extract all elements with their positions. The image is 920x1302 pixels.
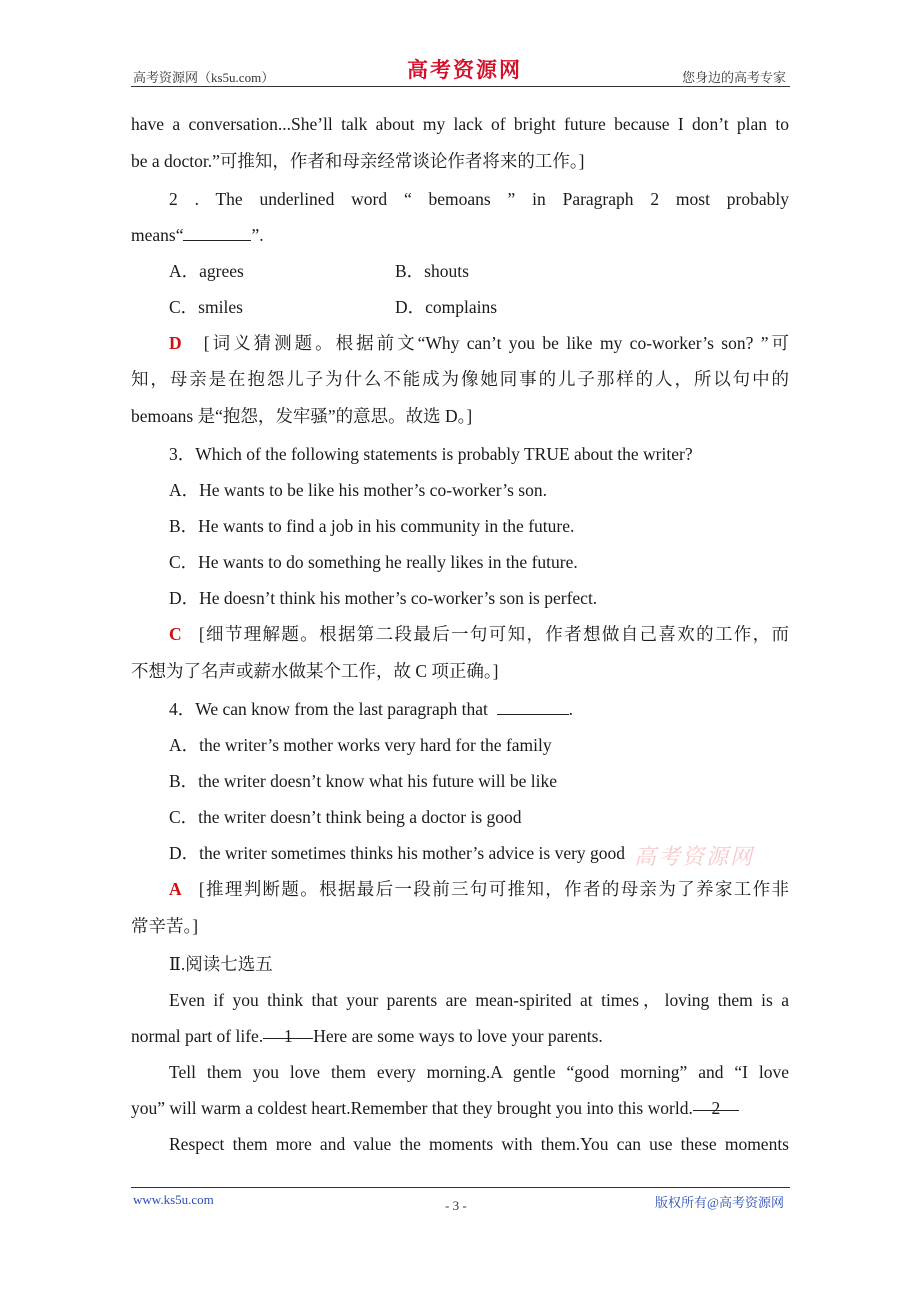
explanation-cont: 知，母亲是在抱怨儿子为什么不能成为像她同事的儿子那样的人，所以句中的 xyxy=(131,369,789,389)
answer-blank xyxy=(183,220,251,241)
option-d: D．He doesn’t think his mother’s co-worker’s son is perfect. xyxy=(169,588,598,608)
explanation-cont: bemoans 是“抱怨，发牢骚”的意思。故选 D。] xyxy=(131,406,473,426)
option-d: D．complains xyxy=(395,297,498,317)
option-c: C．the writer doesn’t think being a doctor is good xyxy=(169,807,522,827)
stem-text: ”. xyxy=(251,225,264,245)
question-3-stem: 3．Which of the following statements is probably TRUE about the writer? xyxy=(169,444,693,464)
explanation-text: [推理判断题。根据最后一段前三句可推知，作者的母亲为了养家工作非 xyxy=(198,879,790,899)
explanation-text: [词义猜测题。根据前文“Why can’t you be like my co-worker’s son? ”可 xyxy=(203,333,790,353)
passage-text: you” will warm a coldest heart.Remember that they brought you into this world. xyxy=(131,1098,693,1118)
option-c: C．He wants to do something he really likes in the future. xyxy=(169,552,578,572)
footer-url: www.ks5u.com xyxy=(133,1192,214,1207)
passage-line xyxy=(131,1018,789,1054)
passage-line xyxy=(131,1090,789,1126)
option-b: B．shouts xyxy=(395,261,469,281)
header-slogan: 您身边的高考专家 xyxy=(681,70,786,85)
option-c: C．smiles xyxy=(169,297,243,317)
text-line: be a doctor.”可推知，作者和母亲经常谈论作者将来的工作。] xyxy=(131,151,585,171)
stem-text: . xyxy=(568,699,573,719)
option-a: A．the writer’s mother works very hard for the family xyxy=(169,735,552,755)
document-body xyxy=(131,106,789,1162)
footer-copyright: 版权所有@高考资源网 xyxy=(655,1195,784,1210)
watermark: 高考资源网 xyxy=(634,844,755,869)
option-b: B．He wants to find a job in his community in the future. xyxy=(169,516,575,536)
section-title: Ⅱ.阅读七选五 xyxy=(169,954,273,974)
blank-1: 1 xyxy=(263,1018,313,1039)
explanation xyxy=(131,616,789,652)
passage-line: Even if you think that your parents are mean-spirited at times，loving them is a xyxy=(169,990,789,1010)
explanation-cont: 不想为了名声或薪水做某个工作，故 C 项正确。] xyxy=(131,661,499,681)
explanation xyxy=(131,871,789,907)
options-row xyxy=(131,289,789,325)
explanation-text: [细节理解题。根据第二段最后一句可知，作者想做自己喜欢的工作，而 xyxy=(198,624,790,644)
passage-text: normal part of life. xyxy=(131,1026,264,1046)
stem-text: 4．We can know from the last paragraph that xyxy=(169,699,488,719)
explanation-cont: 常辛苦。] xyxy=(131,916,199,936)
header-site-name: 高考资源网（ks5u.com） xyxy=(133,70,275,85)
option-b: B．the writer doesn’t know what his future will be like xyxy=(169,771,558,791)
option-d: D．the writer sometimes thinks his mother’s advice is very good xyxy=(169,843,626,863)
answer-letter: D xyxy=(169,333,182,353)
answer-blank xyxy=(497,694,569,715)
passage-line: Respect them more and value the moments with them.You can use these moments xyxy=(169,1134,789,1154)
answer-letter: A xyxy=(169,879,182,899)
option-a: A．agrees xyxy=(169,261,244,281)
option-a: A．He wants to be like his mother’s co-worker’s son. xyxy=(169,480,547,500)
text-line: have a conversation...She’ll talk about my lack of bright future because I don’t plan to xyxy=(131,114,789,134)
header-logo: 高考资源网 xyxy=(407,58,522,82)
question-2-stem: 2 . The underlined word “ bemoans ” in Paragraph 2 most probably xyxy=(169,189,789,209)
question-2-stem-cont xyxy=(131,217,789,253)
page-number: - 3 - xyxy=(445,1198,467,1213)
page-footer xyxy=(131,1187,790,1213)
options-row xyxy=(131,253,789,289)
question-4-stem xyxy=(131,691,789,727)
stem-text: means“ xyxy=(131,225,184,245)
explanation xyxy=(131,325,789,361)
page-header xyxy=(131,52,790,87)
blank-2: 2 xyxy=(693,1090,739,1111)
passage-text: Here are some ways to love your parents. xyxy=(313,1026,603,1046)
answer-letter: C xyxy=(169,624,182,644)
passage-line: Tell them you love them every morning.A gentle “good morning” and “I love xyxy=(169,1062,789,1082)
